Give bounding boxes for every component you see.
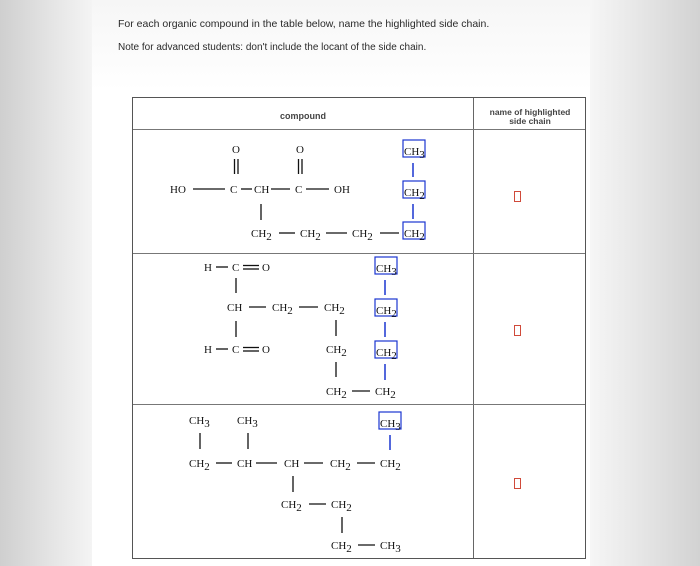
compound-2-structure xyxy=(204,257,397,401)
carbon-left: C xyxy=(230,184,238,196)
chain-ch2-highlighted: CH2 xyxy=(404,228,425,243)
side-chain-ch3: CH3 xyxy=(380,418,401,433)
ring-ch2-bottom-left: CH2 xyxy=(326,386,347,401)
main-chain-ch: CH xyxy=(237,458,253,470)
carbonyl-oxygen-1: O xyxy=(232,144,240,156)
ring-ch2-left: CH2 xyxy=(326,344,347,359)
instruction-text: For each organic compound in the table below, name the highlighted side chain. xyxy=(118,18,490,30)
aldehyde-h-bottom: H xyxy=(204,344,212,356)
aldehyde-o-bottom: O xyxy=(262,344,270,356)
aldehyde-h-top: H xyxy=(204,262,212,274)
aldehyde-o-top: O xyxy=(262,262,270,274)
header-name-line1: name of highlighted xyxy=(489,107,571,117)
aldehyde-c-bottom: C xyxy=(232,344,240,356)
main-chain-ch2: CH2 xyxy=(330,458,351,473)
chain-ch2-b: CH2 xyxy=(324,302,345,317)
branch-ch3: CH3 xyxy=(380,540,401,555)
main-chain-ch: CH xyxy=(284,458,300,470)
methyl-top-mid: CH3 xyxy=(237,415,258,430)
methyl-top-left: CH3 xyxy=(189,415,210,430)
main-chain-ch2: CH2 xyxy=(380,458,401,473)
header-compound: compound xyxy=(280,111,326,121)
chain-ch2: CH2 xyxy=(300,228,321,243)
main-chain-ch2: CH2 xyxy=(189,458,210,473)
hydroxyl-oh: OH xyxy=(334,184,350,196)
compound-3-structure xyxy=(189,412,401,555)
hydroxyl-ho: HO xyxy=(170,184,186,196)
carbonyl-oxygen-2: O xyxy=(296,144,304,156)
methine-ch: CH xyxy=(254,184,270,196)
aldehyde-c-top: C xyxy=(232,262,240,274)
branch-ch2: CH2 xyxy=(281,499,302,514)
branch-ch2: CH2 xyxy=(331,499,352,514)
side-chain-ch2: CH2 xyxy=(376,347,397,362)
side-chain-ch2: CH2 xyxy=(376,305,397,320)
side-chain-ch3: CH3 xyxy=(404,146,425,161)
header-name-line2: side chain xyxy=(509,116,551,126)
side-chain-ch2: CH2 xyxy=(404,187,425,202)
branch-ch2: CH2 xyxy=(331,540,352,555)
methine-ch: CH xyxy=(227,302,243,314)
side-chain-ch3: CH3 xyxy=(376,263,397,278)
carbon-right: C xyxy=(295,184,303,196)
chain-ch2: CH2 xyxy=(251,228,272,243)
advanced-note-text: Note for advanced students: don't include the locant of the side chain. xyxy=(118,42,427,53)
compound-1-structure xyxy=(170,140,425,243)
chain-ch2: CH2 xyxy=(352,228,373,243)
chain-ch2-a: CH2 xyxy=(272,302,293,317)
ring-ch2-bottom-right: CH2 xyxy=(375,386,396,401)
